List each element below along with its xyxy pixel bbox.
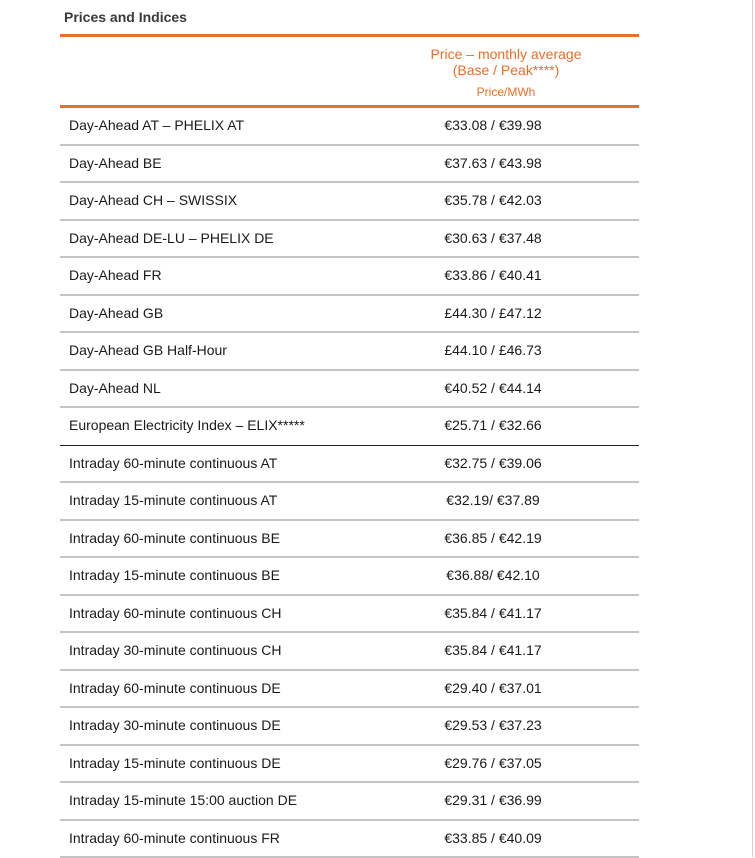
market-name: Intraday 30-minute continuous DE	[69, 708, 281, 743]
page-right-border	[752, 0, 753, 857]
price-value: €33.86 / €40.41	[360, 258, 626, 293]
market-name: Day-Ahead BE	[69, 146, 162, 181]
price-value: €29.76 / €37.05	[360, 746, 626, 781]
table-row	[60, 408, 639, 446]
market-name: Intraday 15-minute continuous DE	[69, 746, 281, 781]
price-value: €29.40 / €37.01	[360, 671, 626, 706]
market-name: Intraday 60-minute continuous AT	[69, 446, 277, 481]
price-value: €25.71 / €32.66	[360, 408, 626, 443]
price-value: £44.30 / £47.12	[360, 296, 626, 331]
table-row	[60, 671, 639, 709]
price-value: €37.63 / €43.98	[360, 146, 626, 181]
market-name: Day-Ahead CH – SWISSIX	[69, 183, 237, 218]
prices-table	[60, 34, 639, 858]
price-value: €32.19/ €37.89	[360, 483, 626, 518]
price-value: €35.78 / €42.03	[360, 183, 626, 218]
table-header	[60, 37, 639, 105]
price-value: €36.88/ €42.10	[360, 558, 626, 593]
price-value: €35.84 / €41.17	[360, 596, 626, 631]
price-unit: Price/MWh	[347, 85, 639, 99]
market-name: Intraday 60-minute continuous DE	[69, 671, 281, 706]
price-value: €32.75 / €39.06	[360, 446, 626, 481]
table-row	[60, 296, 639, 334]
market-name: Day-Ahead FR	[69, 258, 162, 293]
table-row	[60, 446, 639, 484]
market-name: Intraday 15-minute 15:00 auction DE	[69, 783, 297, 818]
table-row	[60, 333, 639, 371]
price-value: €29.53 / €37.23	[360, 708, 626, 743]
table-row	[60, 483, 639, 521]
table-row	[60, 558, 639, 596]
table-row	[60, 596, 639, 634]
table-body	[60, 108, 639, 858]
price-value: €30.63 / €37.48	[360, 221, 626, 256]
market-name: Intraday 30-minute continuous CH	[69, 633, 281, 668]
table-row	[60, 108, 639, 146]
market-name: Day-Ahead GB Half-Hour	[69, 333, 227, 368]
table-row	[60, 746, 639, 784]
price-header-line1: Price – monthly average	[347, 46, 639, 62]
table-row	[60, 821, 639, 858]
table-row	[60, 258, 639, 296]
table-row	[60, 708, 639, 746]
table-row	[60, 183, 639, 221]
market-name: Intraday 60-minute continuous CH	[69, 596, 281, 631]
price-header-line2: (Base / Peak****)	[347, 62, 639, 78]
market-name: Day-Ahead NL	[69, 371, 161, 406]
market-name: European Electricity Index – ELIX*****	[69, 408, 305, 443]
price-value: €35.84 / €41.17	[360, 633, 626, 668]
market-name: Intraday 60-minute continuous FR	[69, 821, 280, 856]
table-row	[60, 146, 639, 184]
price-value: €29.31 / €36.99	[360, 783, 626, 818]
price-value: €36.85 / €42.19	[360, 521, 626, 556]
table-row	[60, 371, 639, 409]
market-name: Intraday 60-minute continuous BE	[69, 521, 280, 556]
table-row	[60, 633, 639, 671]
price-value: €33.08 / €39.98	[360, 108, 626, 143]
price-value: €40.52 / €44.14	[360, 371, 626, 406]
market-name: Day-Ahead GB	[69, 296, 163, 331]
price-value: €33.85 / €40.09	[360, 821, 626, 856]
price-value: £44.10 / £46.73	[360, 333, 626, 368]
table-row	[60, 221, 639, 259]
market-name: Intraday 15-minute continuous BE	[69, 558, 280, 593]
market-name: Day-Ahead AT – PHELIX AT	[69, 108, 244, 143]
page-title: Prices and Indices	[64, 9, 187, 25]
table-row	[60, 521, 639, 559]
market-name: Intraday 15-minute continuous AT	[69, 483, 277, 518]
market-name: Day-Ahead DE-LU – PHELIX DE	[69, 221, 274, 256]
table-row	[60, 783, 639, 821]
